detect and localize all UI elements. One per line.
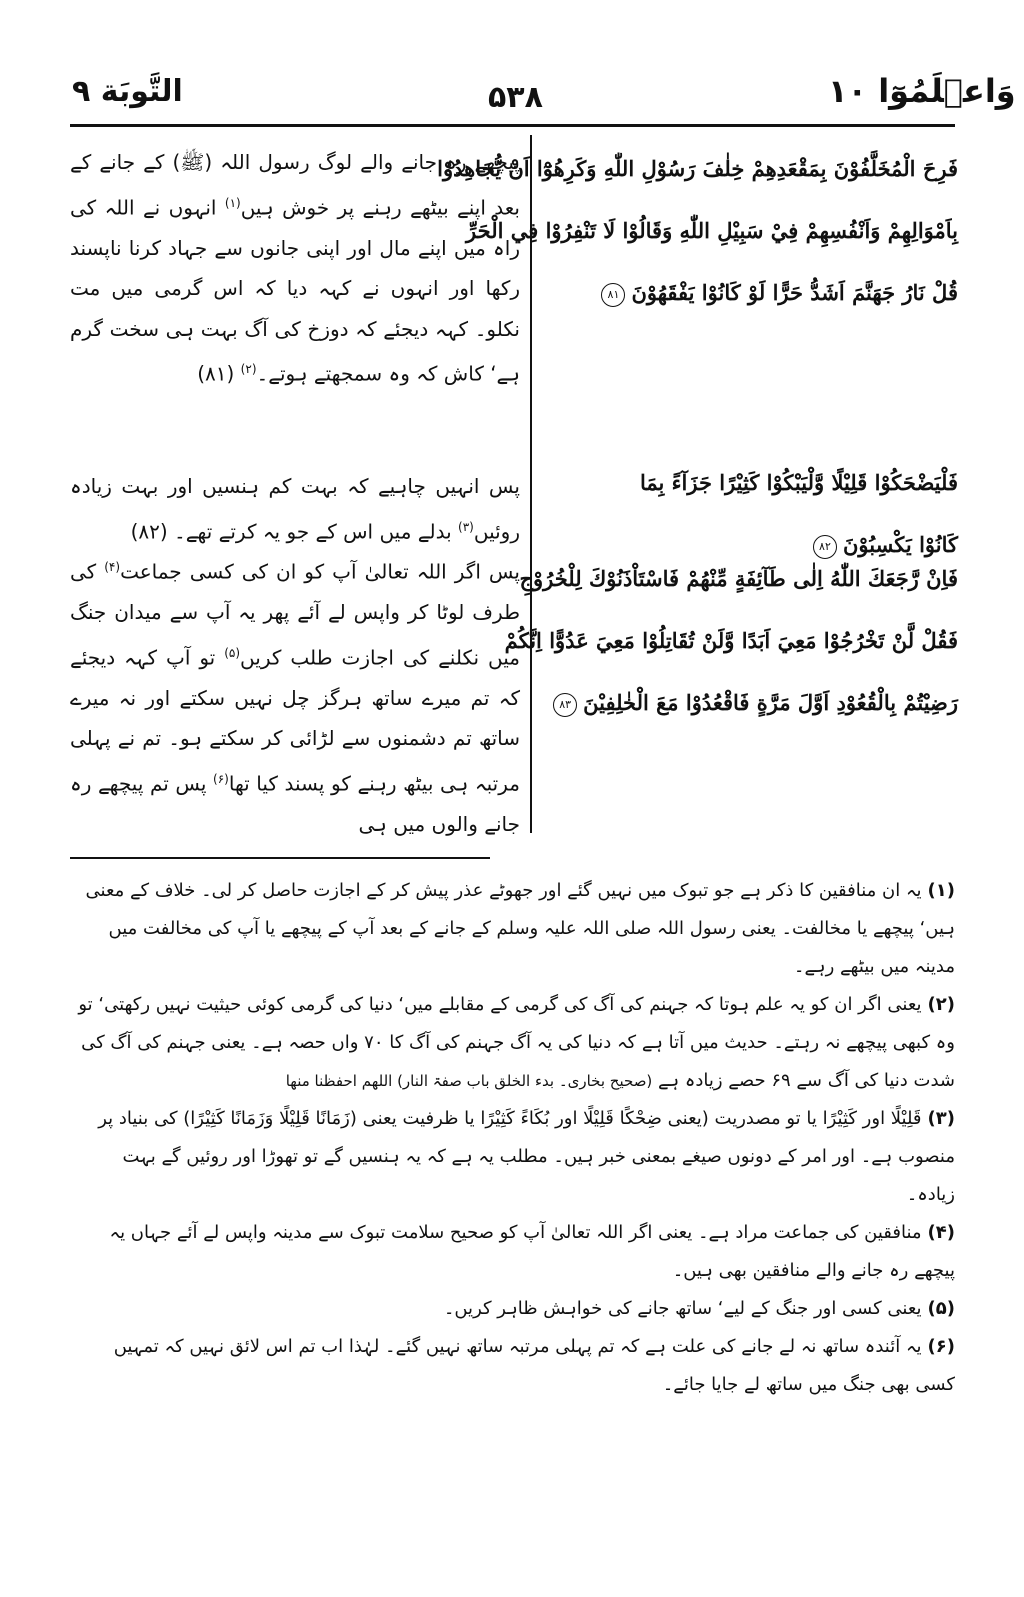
footnote-number: (۲)	[927, 994, 955, 1015]
arabic-line: فَاِنْ رَّجَعَكَ اللّٰهُ اِلٰى طَآئِفَةٍ مِّنْهُمْ فَاسْتَاْذَنُوْكَ لِلْخُرُوْجِ	[519, 566, 958, 591]
arabic-line	[548, 672, 958, 734]
footnote-1	[70, 872, 955, 986]
header-divider	[70, 124, 955, 127]
footnotes	[70, 872, 955, 1404]
urdu-text: تو آپ کہہ دیجئے کہ تم میرے ساتھ ہرگز چل نہیں سکتے اور نہ میرے ساتھ تم دشمنوں سے لڑائی کر سکتے ہو۔ تم نے پہلی مرتبہ ہی بیٹھ رہنے کو پسند کیا تھا	[70, 645, 520, 796]
urdu-translation-81	[70, 142, 520, 394]
ayah-reference: (۸۱)	[197, 361, 241, 386]
footnote-text: یعنی اگر ان کو یہ علم ہوتا کہ جہنم کی آگ کی گرمی کے مقابلے میں‘ دنیا کی گرمی کوئی حیثیت نہیں رکھتی‘ تو وہ کبھی پیچھے نہ رہتے۔ حدیث میں آتا ہے کہ دنیا کی یہ آگ جہنم کی آگ کا ۷۰ واں حصہ ہے۔ یعنی جہنم کی آگ کی شدت دنیا کی آگ سے ۶۹ حصے زیادہ ہے	[78, 994, 955, 1091]
footnote-text: یہ آئندہ ساتھ نہ لے جانے کی علت ہے کہ تم پہلی مرتبہ ساتھ نہیں گئے۔ لہٰذا اب تم اس لائق نہیں کہ تمہیں کسی بھی جنگ میں ساتھ لے جایا جائے۔	[113, 1336, 955, 1395]
footnote-marker: (۱)	[224, 195, 241, 210]
arabic-line: فَلْيَضْحَكُوْا قَلِيْلًا وَّلْيَبْكُوْا كَثِيْرًا جَزَآءً بِمَا	[639, 470, 958, 495]
page-number: ۵۳۸	[488, 80, 543, 115]
footnote-4	[70, 1214, 955, 1290]
ayah-number-marker: ٨٣	[553, 693, 577, 717]
footnote-number: (۳)	[927, 1108, 955, 1129]
urdu-text: بدلے میں اس کے جو یہ کرتے تھے۔ (۸۲)	[130, 519, 459, 544]
urdu-text: پس اگر اللہ تعالیٰ آپ کو ان کی کسی جماعت	[120, 559, 520, 584]
urdu-text: پیچھے رہ جانے والے لوگ رسول اللہ (ﷺ) کے جانے کے بعد اپنے بیٹھے رہنے پر خوش ہیں	[70, 150, 520, 220]
ayah-number-marker: ٨١	[601, 283, 625, 307]
footnote-text: قَلِیْلًا اور کَثِیْرًا یا تو مصدریت (یعنی ضِحْکًا قَلِیْلًا اور بُکَاءً کَثِیْرًا یا ظرفیت یعنی (زَمَانًا قَلِیْلًا وَزَمَانًا کَثِیْرًا) کی بنیاد پر منصوب ہے۔ اور امر کے دونوں صیغے بمعنی خبر ہیں۔ مطلب یہ ہے کہ یہ ہنسیں گے تو تھوڑا اور روئیں گے بہت زیادہ۔	[98, 1108, 955, 1205]
arabic-text: قُلْ نَارُ جَهَنَّمَ اَشَدُّ حَرًّا لَوْ كَانُوْا يَفْقَهُوْنَ	[631, 280, 958, 305]
urdu-translation-83	[70, 547, 520, 844]
surah-title: التَّوبَة ٩	[72, 74, 183, 109]
footnote-text: منافقین کی جماعت مراد ہے۔ یعنی اگر اللہ تعالیٰ آپ کو صحیح سلامت تبوک سے مدینہ واپس لے آئے جہاں یہ پیچھے رہ جانے والے منافقین بھی ہیں۔	[109, 1222, 955, 1281]
arabic-text: رَضِيْتُمْ بِالْقُعُوْدِ اَوَّلَ مَرَّةٍ فَاقْعُدُوْا مَعَ الْخٰلِفِيْنَ	[583, 690, 958, 715]
footnote-marker: (۳)	[458, 519, 474, 534]
footnote-number: (۴)	[927, 1222, 955, 1243]
urdu-text: کی طرف لوٹا کر واپس لے آئے پھر یہ آپ سے میدان جنگ میں نکلنے کی اجازت طلب کریں	[70, 559, 521, 670]
urdu-text: انہوں نے اللہ کی راہ میں اپنے مال اور اپنی جانوں سے جہاد کرنا ناپسند رکھا اور انہوں نے کہہ دیا کہ اس گرمی میں مت نکلو۔ کہہ دیجئے کہ دوزخ کی آگ بہت ہی سخت گرم ہے‘ کاش کہ وہ سمجھتے ہوتے۔	[70, 195, 520, 386]
arabic-line	[548, 262, 958, 324]
footnote-5	[70, 1290, 955, 1328]
arabic-text: كَانُوْا يَكْسِبُوْنَ	[842, 532, 958, 557]
footnote-2	[70, 986, 955, 1100]
footnote-text: یعنی کسی اور جنگ کے لیے‘ ساتھ جانے کی خواہش ظاہر کریں۔	[443, 1298, 922, 1319]
urdu-text: پس انہیں چاہیے کہ بہت کم ہنسیں اور بہت زیادہ روئیں	[70, 474, 520, 544]
footnote-marker: (۴)	[104, 560, 121, 574]
arabic-line: بِاَمْوَالِهِمْ وَاَنْفُسِهِمْ فِيْ سَبِيْلِ اللّٰهِ وَقَالُوْا لَا تَنْفِرُوْا فِي الْحَرِّ	[466, 218, 958, 243]
ayah-number-marker: ٨٢	[813, 535, 837, 559]
footnote-6	[70, 1328, 955, 1404]
footnote-source: (صحیح بخاری۔ بدء الخلق باب صفۃ النار) اللھم احفظنا منھا	[285, 1072, 653, 1090]
footnote-number: (۵)	[927, 1298, 955, 1319]
footnote-marker: (۶)	[213, 771, 229, 786]
footnote-3	[70, 1100, 955, 1214]
footnote-divider	[70, 857, 490, 859]
footnote-marker: (۵)	[224, 645, 241, 660]
urdu-text: پس تم پیچھے رہ جانے والوں میں ہی	[70, 771, 520, 836]
arabic-line: فَقُلْ لَّنْ تَخْرُجُوْا مَعِيَ اَبَدًا وَّلَنْ تُقَاتِلُوْا مَعِيَ عَدُوًّا اِنَّكُمْ	[504, 628, 958, 653]
footnote-number: (۶)	[927, 1336, 955, 1357]
footnote-text: یہ ان منافقین کا ذکر ہے جو تبوک میں نہیں گئے اور جھوٹے عذر پیش کر کے اجازت حاصل کر لی۔ خلاف کے معنی ہیں‘ پیچھے یا مخالفت۔ یعنی رسول اللہ صلی اللہ علیہ وسلم کے جانے کے بعد آپ کے پیچھے یا آپ کی مخالفت میں مدینہ میں بیٹھے رہے۔	[85, 880, 955, 977]
urdu-translation-82	[70, 466, 520, 552]
arabic-ayah-83	[504, 548, 958, 734]
arabic-line: فَرِحَ الْمُخَلَّفُوْنَ بِمَقْعَدِهِمْ خِلٰفَ رَسُوْلِ اللّٰهِ وَكَرِهُوْٓا اَنْ يُّجَاهِدُوْا	[437, 156, 958, 181]
juz-title: وَاعۡلَمُوٓا ١٠	[828, 72, 1016, 110]
footnote-number: (۱)	[927, 880, 955, 901]
arabic-ayah-81	[437, 138, 958, 324]
footnote-marker: (۲)	[240, 362, 257, 377]
